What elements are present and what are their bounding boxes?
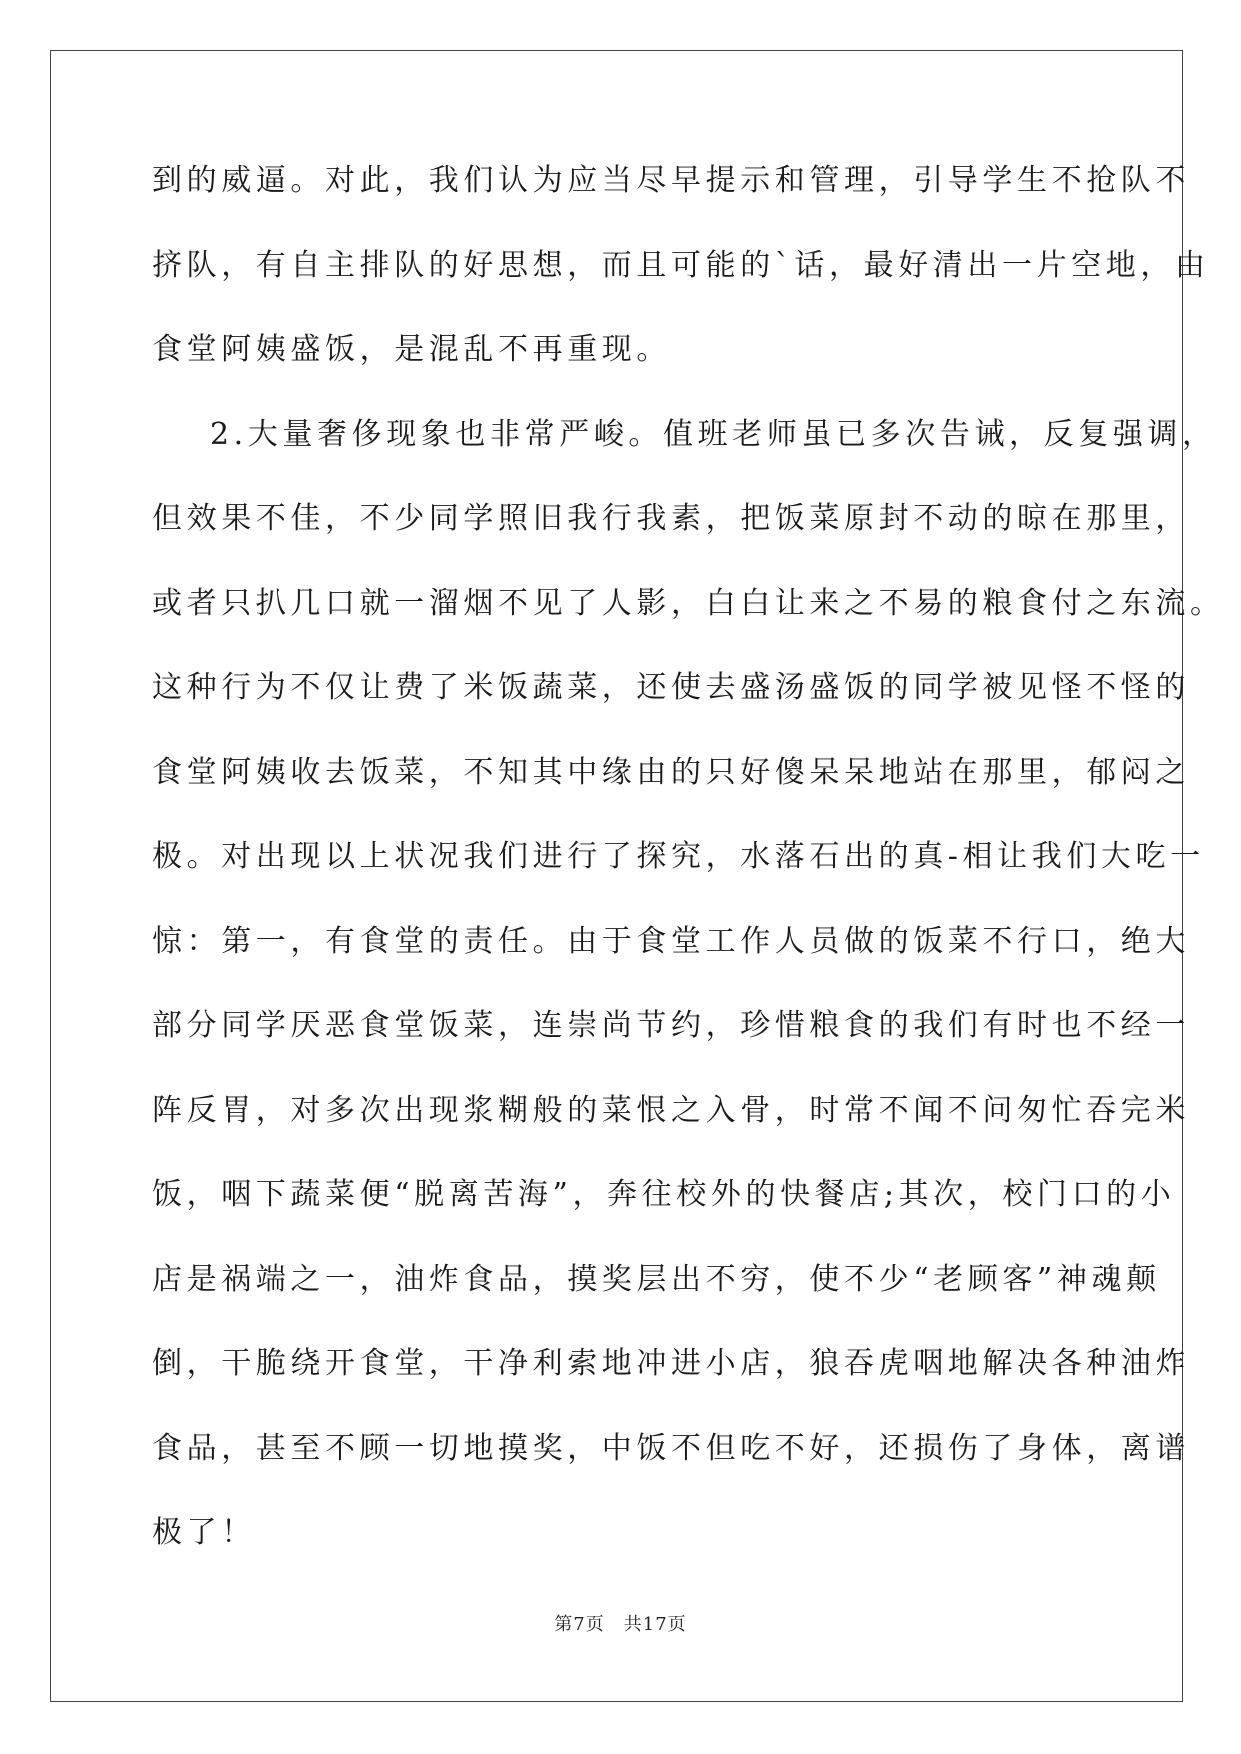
paragraph-start-line: 2.大量奢侈现象也非常严峻。值班老师虽已多次告诫，反复强调，	[210, 416, 1217, 452]
document-body	[152, 160, 1225, 1597]
text-line: 阵反胃，对多次出现浆糊般的菜恨之入骨，时常不闻不问匆忙吞完米	[152, 1092, 1190, 1128]
text-line: 这种行为不仅让费了米饭蔬菜，还使去盛汤盛饭的同学被见怪不怪的	[152, 670, 1190, 705]
text-line: 极。对出现以上状况我们进行了探究，水落石出的真-相让我们大吃一	[152, 839, 1205, 874]
text-line: 饭，咽下蔬菜便“脱离苦海”，奔往校外的快餐店;其次，校门口的小	[152, 1177, 1176, 1212]
text-line: 惊：第一，有食堂的责任。由于食堂工作人员做的饭菜不行口，绝大	[152, 923, 1190, 959]
page-number-footer: 第7页 共17页	[554, 1614, 687, 1635]
text-line: 或者只扒几口就一溜烟不见了人影，白白让来之不易的粮食付之东流。	[152, 585, 1225, 621]
text-line: 倒，干脆绕开食堂，干净利索地冲进小店，狼吞虎咽地解决各种油炸	[152, 1346, 1190, 1381]
text-line: 食堂阿姨盛饭，是混乱不再重现。	[152, 332, 671, 367]
text-line: 食堂阿姨收去饭菜，不知其中缘由的只好傻呆呆地站在那里，郁闷之	[152, 754, 1190, 790]
text-line: 挤队，有自主排队的好思想，而且可能的`话，最好清出一片空地，由	[152, 247, 1210, 283]
text-line: 部分同学厌恶食堂饭菜，连崇尚节约，珍惜粮食的我们有时也不经一	[152, 1008, 1190, 1043]
text-line: 店是祸端之一，油炸食品，摸奖层出不穷，使不少“老顾客”神魂颠	[152, 1261, 1161, 1297]
text-line: 到的威逼。对此，我们认为应当尽早提示和管理，引导学生不抢队不	[152, 163, 1190, 198]
text-line: 极了！	[152, 1515, 256, 1550]
text-line: 但效果不佳，不少同学照旧我行我素，把饭菜原封不动的晾在那里，	[152, 501, 1190, 536]
text-line: 食品，甚至不顾一切地摸奖，中饭不但吃不好，还损伤了身体，离谱	[152, 1430, 1190, 1466]
